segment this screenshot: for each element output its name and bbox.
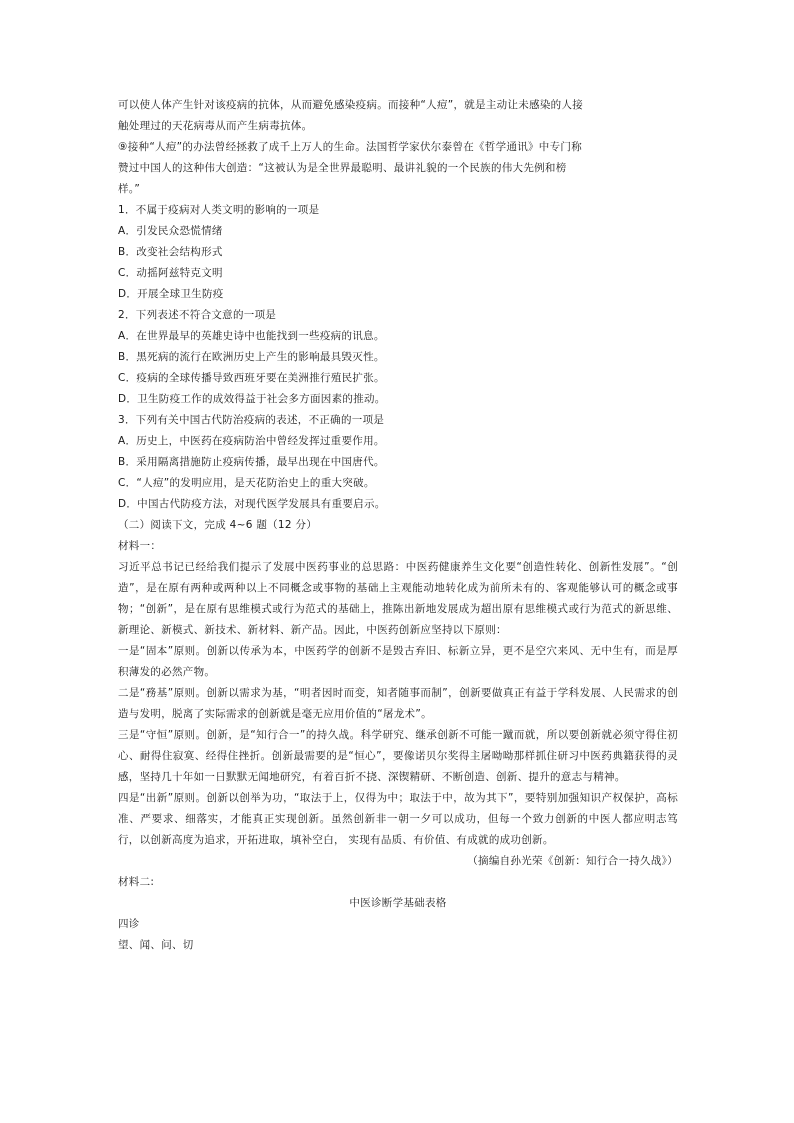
question-option-d: D．开展全球卫生防疫 bbox=[118, 288, 224, 300]
question-option-d: D．中国古代防疫方法，对现代医学发展具有重要启示。 bbox=[118, 498, 386, 510]
source-citation: （摘编自孙光荣《创新：知行合一持久战》） bbox=[467, 855, 678, 867]
passage-line: 触处理过的天花病毒从而产生病毒抗体。 bbox=[118, 120, 313, 132]
material-1-label: 材料一： bbox=[118, 540, 162, 552]
passage-1 bbox=[118, 95, 678, 200]
question-option-a: A．历史上，中医药在疫病防治中曾经发挥过重要作用。 bbox=[118, 435, 385, 447]
question-option-a: A．在世界最早的英雄史诗中也能找到一些疫病的讯息。 bbox=[118, 330, 385, 342]
question-1 bbox=[118, 200, 678, 305]
table-row-label: 四诊 bbox=[118, 918, 140, 930]
question-stem: 3．下列有关中国古代防治疫病的表述，不正确的一项是 bbox=[118, 414, 385, 426]
question-stem: 1．不属于疫病对人类文明的影响的一项是 bbox=[118, 204, 320, 216]
passage-line: 赞过中国人的这种伟大创造：“这被认为是全世界最聪明、最讲礼貌的一个民族的伟大先例和榜 bbox=[118, 162, 567, 174]
question-option-c: C．疫病的全球传播导致西班牙要在美洲推行殖民扩张。 bbox=[118, 372, 385, 384]
material-2-label: 材料二: bbox=[118, 876, 155, 888]
question-option-c: C．动摇阿兹特克文明 bbox=[118, 267, 223, 279]
passage-line: ⑨接种“人痘”的办法曾经拯救了成千上万人的生命。法国哲学家伏尔泰曾在《哲学通讯》中专门称 bbox=[118, 141, 582, 153]
document-body bbox=[118, 95, 678, 956]
passage-line: 可以使人体产生针对该疫病的抗体，从而避免感染疫病。而接种“人痘”，就是主动让未感染的人接 bbox=[118, 99, 584, 111]
principle-paragraph: 一是“固本”原则。创新以传承为本，中医药学的创新不是毁古弃旧、标新立异，更不是空穴来风、无中生有，而是厚积薄发的必然产物。 bbox=[118, 645, 678, 678]
question-option-b: B．采用隔离措施防止疫病传播，最早出现在中国唐代。 bbox=[118, 456, 385, 468]
section-2 bbox=[118, 515, 678, 956]
principle-paragraph: 三是“守恒”原则。创新，是“知行合一”的持久战。科学研究、继承创新不可能一蹴而就，所以要创新就必须守得住初心、耐得住寂寞、经得住挫折。创新最需要的是“恒心”，要像诺贝尔奖得主屠呦呦那样抓住研习中医药典籍获得的灵感，坚持几十年如一日默默无闻地研究，有着百折不挠、深锲精研、不断创造、创新、提升的意志与精神。 bbox=[118, 729, 678, 783]
question-stem: 2．下列表述不符合文意的一项是 bbox=[118, 309, 277, 321]
question-option-b: B．黑死病的流行在欧洲历史上产生的影响最具毁灭性。 bbox=[118, 351, 385, 363]
passage-line: 样。” bbox=[118, 183, 141, 195]
question-2 bbox=[118, 305, 678, 410]
section-heading: （二）阅读下文，完成 4~6 题（12 分） bbox=[118, 519, 318, 531]
question-3 bbox=[118, 410, 678, 515]
question-option-a: A．引发民众恐慌情绪 bbox=[118, 225, 223, 237]
table-row-value: 望、闻、问、切 bbox=[118, 939, 194, 951]
question-option-c: C．“人痘”的发明应用，是天花防治史上的重大突破。 bbox=[118, 477, 375, 489]
principle-paragraph: 二是“務基”原则。创新以需求为基，“明者因时而变，知者随事而制”，创新要做真正有益于学科发展、人民需求的创造与发明，脱离了实际需求的创新就是毫无应用价值的“屠龙术”。 bbox=[118, 687, 678, 720]
material-1-intro: 习近平总书记已经给我们提示了发展中医药事业的总思路：中医药健康养生文化要“创造性转化、创新性发展”。“创造”，是在原有两种或两种以上不同概念或事物的基础上主观能动地转化成为前所未有的、客观能够认可的概念或事物；“创新”，是在原有思维模式或行为范式的基础上，推陈出新地发展成为超出原有思维模式或行为范式的新思维、新理论、新模式、新技术、新材料、新产品。因此，中医药创新应坚持以下原则： bbox=[118, 561, 678, 636]
principle-paragraph: 四是“出新”原则。创新以创举为功，“取法于上，仅得为中；取法于中，故为其下”，要特别加强知识产权保护，高标准、严要求、细落实，才能真正实现创新。虽然创新非一朝一夕可以成功，但每一个致力创新的中医人都应明志笃行，以创新高度为追求，开拓进取，填补空白， 实现有品质、有价值、有成就的成功创新。 bbox=[118, 792, 678, 846]
question-option-d: D．卫生防疫工作的成效得益于社会多方面因素的推动。 bbox=[118, 393, 386, 405]
question-option-b: B．改变社会结构形式 bbox=[118, 246, 223, 258]
table-title: 中医诊断学基础表格 bbox=[349, 897, 447, 909]
